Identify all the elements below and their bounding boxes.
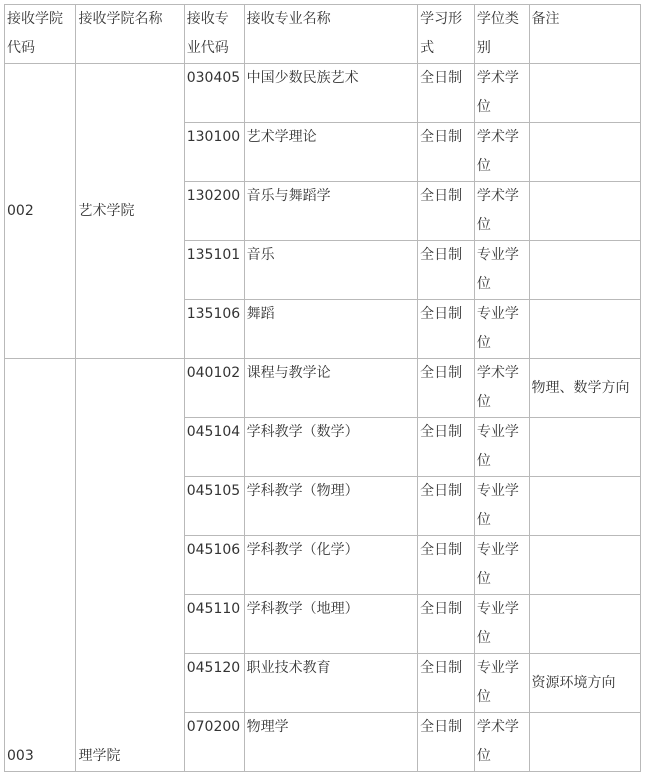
table-row [5, 64, 641, 123]
note-cell [529, 241, 640, 300]
major-code-cell: 130200 [184, 182, 244, 241]
major-name-cell: 学科教学（物理） [244, 477, 417, 536]
major-code-cell: 045106 [184, 536, 244, 595]
college-code-cell: 003 [5, 359, 76, 772]
header-study-mode: 学习形式 [418, 5, 475, 64]
study-mode-cell: 全日制 [418, 182, 475, 241]
major-code-cell: 045120 [184, 654, 244, 713]
study-mode-cell: 全日制 [418, 595, 475, 654]
college-name-cell: 艺术学院 [76, 64, 184, 359]
degree-type-cell: 学术学位 [474, 359, 529, 418]
major-code-cell: 045105 [184, 477, 244, 536]
note-cell: 资源环境方向 [529, 654, 640, 713]
major-code-cell: 135106 [184, 300, 244, 359]
degree-type-cell: 学术学位 [474, 123, 529, 182]
note-cell [529, 713, 640, 772]
note-cell [529, 123, 640, 182]
table-body [5, 64, 641, 772]
major-code-cell: 135101 [184, 241, 244, 300]
note-cell [529, 300, 640, 359]
header-major-name: 接收专业名称 [244, 5, 417, 64]
degree-type-cell: 专业学位 [474, 595, 529, 654]
header-degree-type: 学位类别 [474, 5, 529, 64]
major-code-cell: 040102 [184, 359, 244, 418]
study-mode-cell: 全日制 [418, 477, 475, 536]
major-name-cell: 课程与教学论 [244, 359, 417, 418]
degree-type-cell: 专业学位 [474, 654, 529, 713]
admissions-table [4, 4, 641, 772]
major-name-cell: 学科教学（化学） [244, 536, 417, 595]
major-name-cell: 音乐 [244, 241, 417, 300]
major-code-cell: 130100 [184, 123, 244, 182]
study-mode-cell: 全日制 [418, 359, 475, 418]
note-cell [529, 418, 640, 477]
study-mode-cell: 全日制 [418, 654, 475, 713]
header-note: 备注 [529, 5, 640, 64]
major-name-cell: 舞蹈 [244, 300, 417, 359]
note-cell [529, 182, 640, 241]
college-code-cell: 002 [5, 64, 76, 359]
college-name-cell: 理学院 [76, 359, 184, 772]
major-code-cell: 045110 [184, 595, 244, 654]
study-mode-cell: 全日制 [418, 536, 475, 595]
study-mode-cell: 全日制 [418, 713, 475, 772]
header-college-name: 接收学院名称 [76, 5, 184, 64]
degree-type-cell: 专业学位 [474, 300, 529, 359]
degree-type-cell: 学术学位 [474, 713, 529, 772]
major-code-cell: 045104 [184, 418, 244, 477]
study-mode-cell: 全日制 [418, 300, 475, 359]
major-name-cell: 职业技术教育 [244, 654, 417, 713]
note-cell [529, 477, 640, 536]
study-mode-cell: 全日制 [418, 64, 475, 123]
note-cell [529, 536, 640, 595]
degree-type-cell: 专业学位 [474, 418, 529, 477]
degree-type-cell: 专业学位 [474, 536, 529, 595]
study-mode-cell: 全日制 [418, 418, 475, 477]
study-mode-cell: 全日制 [418, 123, 475, 182]
major-name-cell: 学科教学（数学） [244, 418, 417, 477]
table-row [5, 359, 641, 418]
major-name-cell: 艺术学理论 [244, 123, 417, 182]
major-code-cell: 030405 [184, 64, 244, 123]
header-college-code: 接收学院代码 [5, 5, 76, 64]
note-cell [529, 64, 640, 123]
degree-type-cell: 专业学位 [474, 477, 529, 536]
major-name-cell: 中国少数民族艺术 [244, 64, 417, 123]
major-name-cell: 音乐与舞蹈学 [244, 182, 417, 241]
degree-type-cell: 专业学位 [474, 241, 529, 300]
note-cell [529, 595, 640, 654]
major-name-cell: 学科教学（地理） [244, 595, 417, 654]
header-major-code: 接收专业代码 [184, 5, 244, 64]
major-code-cell: 070200 [184, 713, 244, 772]
major-name-cell: 物理学 [244, 713, 417, 772]
degree-type-cell: 学术学位 [474, 182, 529, 241]
note-cell: 物理、数学方向 [529, 359, 640, 418]
table-header-row [5, 5, 641, 64]
study-mode-cell: 全日制 [418, 241, 475, 300]
degree-type-cell: 学术学位 [474, 64, 529, 123]
